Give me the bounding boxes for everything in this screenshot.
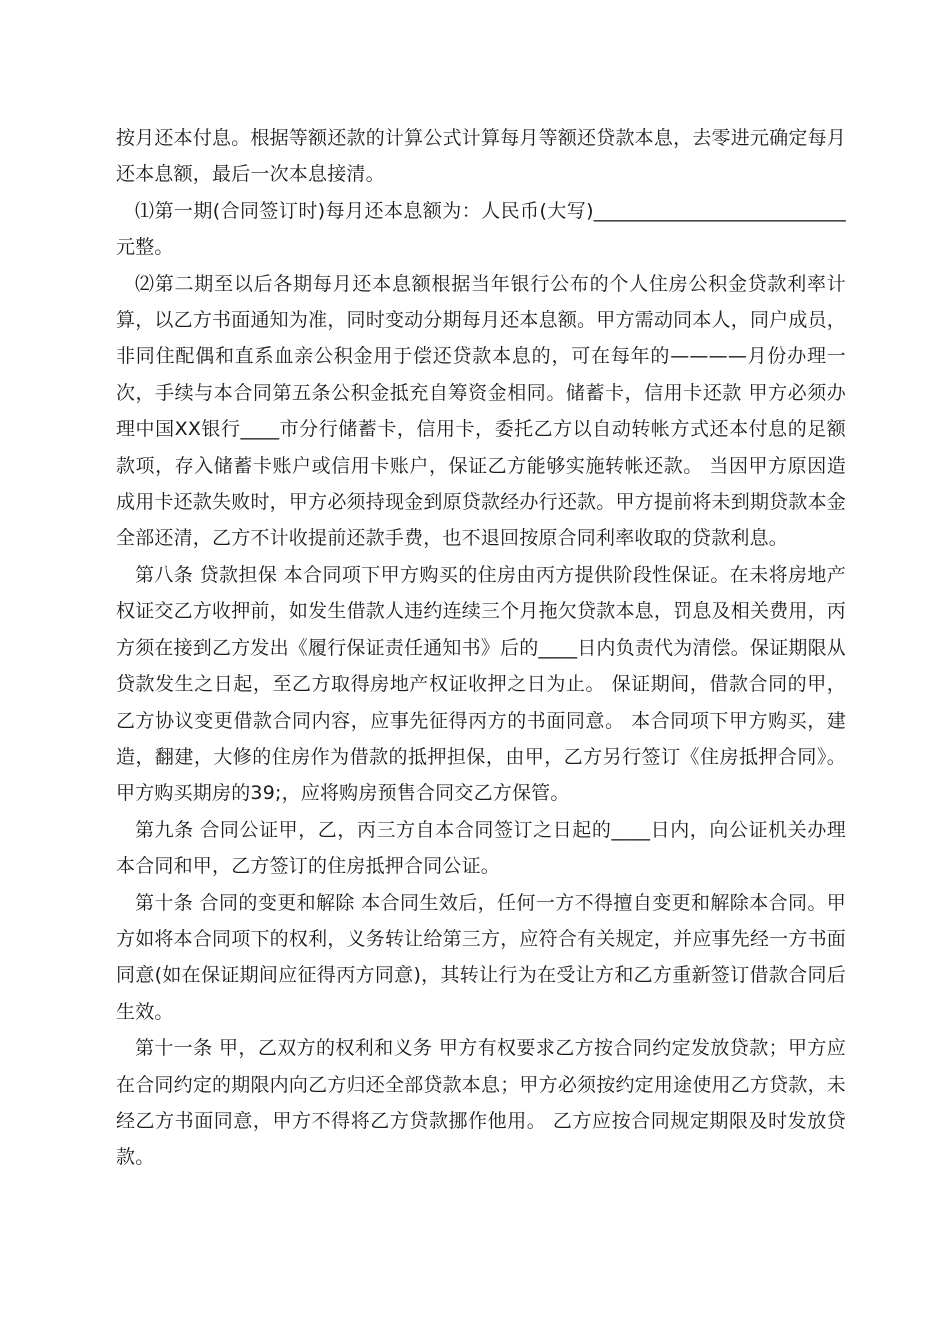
contract-text: [116, 120, 846, 1176]
paragraph-first-installment: ⑴第一期(合同签订时)每月还本息额为：人民币(大写)__________________________元整。: [116, 199, 846, 259]
paragraph-article-8-guarantee: 第八条 贷款担保 本合同项下甲方购买的住房由丙方提供阶段性保证。在未将房地产权证交乙方收押前，如发生借款人违约连续三个月拖欠贷款本息，罚息及相关费用，丙方须在接到乙方发出《履行保证责任通知书》后的____日内负责代为清偿。保证期限从贷款发生之日起，至乙方取得房地产权证收押之日为止。 保证期间，借款合同的甲，乙方协议变更借款合同内容，应事先征得丙方的书面同意。 本合同项下甲方购买，建造，翻建，大修的住房作为借款的抵押担保，由甲，乙方另行签订《住房抵押合同》。甲方购买期房的39;，应将购房预售合同交乙方保管。: [116, 563, 847, 805]
paragraph-article-11-rights: 第十一条 甲，乙双方的权利和义务 甲方有权要求乙方按合同约定发放贷款；甲方应在合同约定的期限内向乙方归还全部贷款本息；甲方必须按约定用途使用乙方贷款，未经乙方书面同意，甲方不得将乙方贷款挪作他用。 乙方应按合同规定期限及时发放贷款。: [116, 1037, 846, 1169]
paragraph-subsequent-installments: ⑵第二期至以后各期每月还本息额根据当年银行公布的个人住房公积金贷款利率计算，以乙方书面通知为准，同时变动分期每月还本息额。甲方需动同本人，同户成员，非同住配偶和直系血亲公积金用于偿还贷款本息的，可在每年的————月份办理一次，手续与本合同第五条公积金抵充自筹资金相同。储蓄卡，信用卡还款 甲方必须办理中国XX银行____市分行储蓄卡，信用卡，委托乙方以自动转帐方式还本付息的足额款项，存入储蓄卡账户或信用卡账户，保证乙方能够实施转帐还款。 当因甲方原因造成用卡还款失败时，甲方必须持现金到原贷款经办行还款。甲方提前将未到期贷款本金全部还清，乙方不计收提前还款手费，也不退回按原合同利率收取的贷款利息。: [116, 272, 846, 550]
paragraph-repayment-method: 按月还本付息。根据等额还款的计算公式计算每月等额还贷款本息，去零进元确定每月还本息额，最后一次本息接清。: [116, 127, 846, 186]
paragraph-article-10-amendment: 第十条 合同的变更和解除 本合同生效后，任何一方不得擅自变更和解除本合同。甲方如将本合同项下的权利，义务转让给第三方，应符合有关规定，并应事先经一方书面同意(如在保证期间应征得丙方同意)，其转让行为在受让方和乙方重新签订借款合同后生效。: [116, 891, 846, 1023]
paragraph-article-9-notarization: 第九条 合同公证甲，乙，丙三方自本合同签订之日起的____日内，向公证机关办理本合同和甲，乙方签订的住房抵押合同公证。: [116, 818, 846, 878]
